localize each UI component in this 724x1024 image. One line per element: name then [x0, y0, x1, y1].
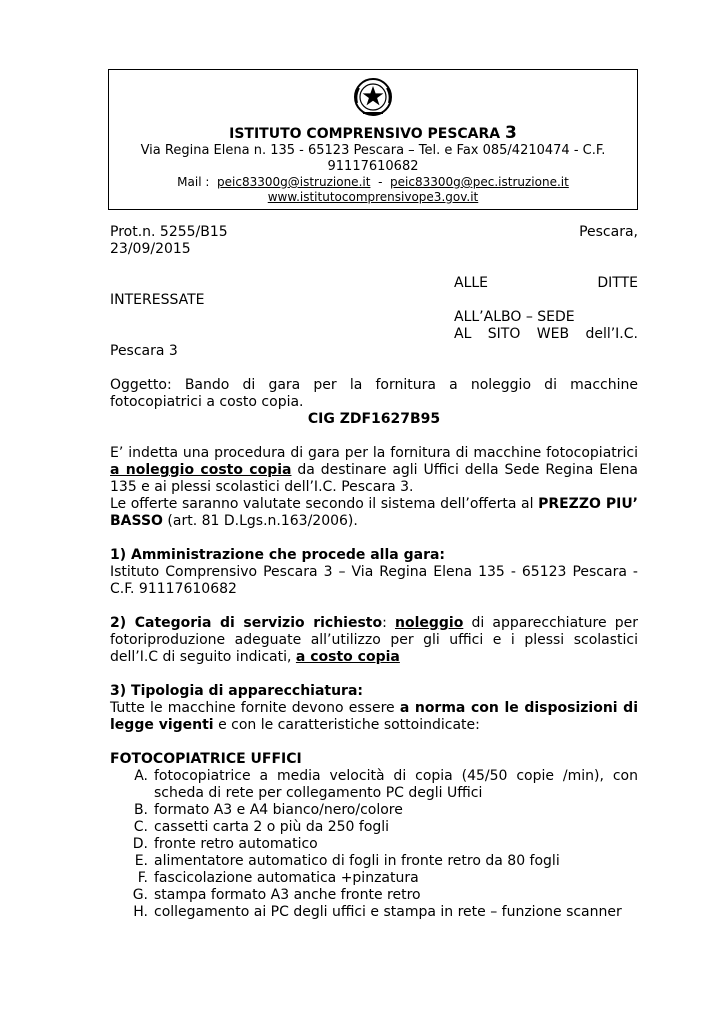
list-item: D. fronte retro automatico [132, 836, 318, 852]
list-item: G. stampa formato A3 anche fronte retro [132, 887, 421, 903]
school-name: ISTITUTO COMPRENSIVO PESCARA 3 [229, 123, 517, 143]
list-item: A. fotocopiatrice a media velocità di copia (45/50 copie /min), con scheda di rete per collegamento PC degli Uffici [134, 768, 638, 801]
recipients-line-1: ALLE DITTE [454, 275, 638, 291]
protocol-place: Pescara, [579, 224, 638, 240]
section-1-title: 1) Amministrazione che procede alla gara: [110, 547, 446, 563]
recipients-line-3: ALL’ALBO – SEDE [454, 309, 575, 325]
section-3-title: 3) Tipologia di apparecchiatura: [110, 683, 364, 699]
protocol-date: 23/09/2015 [110, 241, 191, 257]
list-item: H. collegamento ai PC degli uffici e stampa in rete – funzione scanner [133, 904, 622, 920]
recipients-line-4: AL SITO WEB dell’I.C. [454, 326, 638, 342]
letterhead [108, 69, 638, 210]
list-item: F. fascicolazione automatica +pinzatura [137, 870, 419, 886]
recipients-line-2: INTERESSATE [110, 292, 205, 308]
fotocopiatrice-title: FOTOCOPIATRICE UFFICI [110, 751, 302, 767]
list-item: B. formato A3 e A4 bianco/nero/colore [133, 802, 403, 818]
section-2: 2) Categoria di servizio richiesto: noleggio di apparecchiature per fotoriproduzione adeguate all’utilizzo per gli uffici e i plessi scolastici dell’I.C di seguito indicati, a costo copia [110, 615, 638, 665]
recipients-line-5: Pescara 3 [110, 343, 178, 359]
cig-code: CIG ZDF1627B95 [307, 411, 441, 427]
protocol-line [110, 224, 638, 241]
protocol-number: Prot.n. 5255/B15 [110, 224, 228, 240]
website-link[interactable]: www.istitutocomprensivope3.gov.it [267, 190, 479, 204]
school-address: Via Regina Elena n. 135 - 65123 Pescara – Tel. e Fax 085/4210474 - C.F. 91117610682 [140, 143, 606, 174]
list-item: C. cassetti carta 2 o più da 250 fogli [133, 819, 390, 835]
pec-email-link[interactable]: peic83300g@pec.istruzione.it [390, 175, 569, 189]
section-3-text: Tutte le macchine fornite devono essere a norma con le disposizioni di legge vigenti e con le caratteristiche sottoindicate: [110, 700, 638, 733]
list-item: E. alimentatore automatico di fogli in fronte retro da 80 fogli [134, 853, 560, 869]
fotocopiatrice-list [110, 768, 638, 921]
intro-paragraph: E’ indetta una procedura di gara per la fornitura di macchine fotocopiatrici a noleggio costo copia da destinare agli Uffici della Sede Regina Elena 135 e ai plessi scolastici dell’I.C. Pescara 3. Le offerte saranno valutate secondo il sistema dell’offerta al PREZZO PIU’ BASSO (art. 81 D.Lgs.n.163/2006). [110, 445, 639, 529]
school-mail: Mail : peic83300g@istruzione.it - peic83300g@pec.istruzione.it [177, 175, 569, 189]
subject: Oggetto: Bando di gara per la fornitura a noleggio di macchine fotocopiatrici a costo copia. [110, 377, 638, 410]
email-link[interactable]: peic83300g@istruzione.it [217, 175, 371, 189]
section-1-text: Istituto Comprensivo Pescara 3 – Via Regina Elena 135 - 65123 Pescara - C.F. 91117610682 [110, 564, 638, 597]
republic-emblem-icon [351, 75, 395, 119]
